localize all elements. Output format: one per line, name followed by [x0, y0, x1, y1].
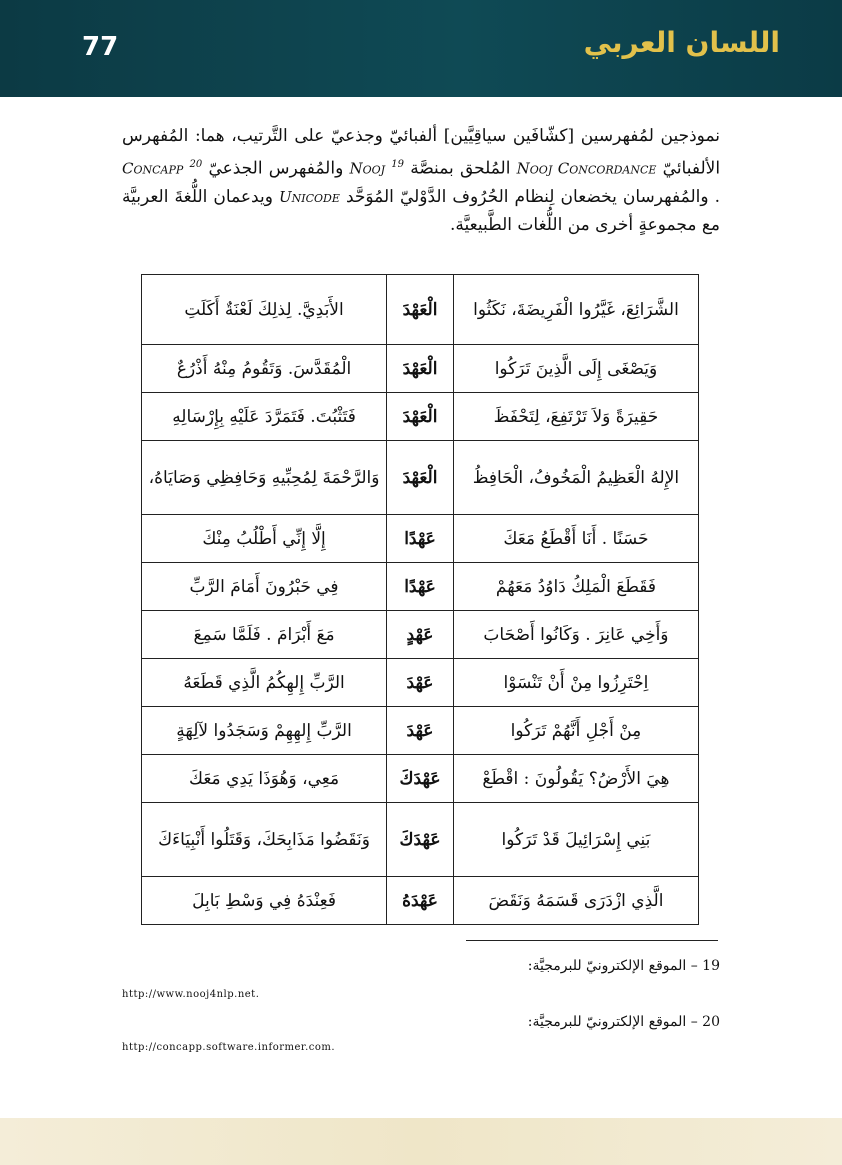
table-row	[142, 877, 699, 925]
right-context-cell: حَسَنًا . أَنَا أَقْطَعُ مَعَكَ	[453, 515, 698, 563]
right-context-cell: الشَّرَائِعَ، غَيَّرُوا الْفَرِيضَةَ، نَكَثُوا	[453, 275, 698, 345]
table-row	[142, 659, 699, 707]
unicode-term: Unicode	[278, 187, 340, 206]
keyword-cell: عَهْدَكَ	[387, 755, 454, 803]
para-line2a: المُفهرس الألفبائيّ	[122, 126, 721, 179]
table-row	[142, 515, 699, 563]
page-header	[0, 0, 842, 97]
table-row	[142, 275, 699, 345]
right-context-cell: فَقَطَعَ الْمَلِكُ دَاوُدُ مَعَهُمْ	[453, 563, 698, 611]
journal-logo: اللسان العربي	[583, 26, 780, 59]
keyword-cell: الْعَهْدَ	[387, 393, 454, 441]
page-number: 77	[82, 32, 119, 62]
para-line2b: المُلحق بمنصَّة	[410, 158, 511, 179]
left-context-cell: الرَّبِّ إِلهِهِمْ وَسَجَدُوا لآلِهَةٍ	[142, 707, 387, 755]
para-line2c: والمُفهرس	[268, 158, 344, 179]
concordance-table	[141, 274, 699, 925]
table-row	[142, 441, 699, 515]
keyword-cell: عَهْدًا	[387, 515, 454, 563]
para-line1: نموذجين لمُفهرسين [كشّافَين سياقِيَّين] ألفبائيّ وجذعيّ على التَّرتيب، هما:	[194, 126, 721, 146]
right-context-cell: بَنِي إِسْرَائِيلَ قَدْ تَرَكُوا	[453, 803, 698, 877]
footnote-19-url[interactable]: http://www.nooj4nlp.net.	[122, 989, 260, 1000]
keyword-cell: عَهْدَ	[387, 659, 454, 707]
footnote-19: 19 – الموقع الإلكترونيّ للبرمجيَّة:	[527, 958, 720, 974]
right-context-cell: وَيَصْغَى إِلَى الَّذِينَ تَرَكُوا	[453, 345, 698, 393]
footnote-divider	[466, 940, 718, 941]
left-context-cell: فِي حَبْرُونَ أَمَامَ الرَّبِّ	[142, 563, 387, 611]
keyword-cell: عَهْدًا	[387, 563, 454, 611]
left-context-cell: وَنَقَضُوا مَذَابِحَكَ، وَقَتَلُوا أَنْبِيَاءَكَ	[142, 803, 387, 877]
table-row	[142, 393, 699, 441]
para-line3a: الجذعيّ	[208, 158, 263, 179]
body-paragraph	[122, 122, 720, 240]
left-context-cell: فَتَثْبُتَ. فَتَمَرَّدَ عَلَيْهِ بِإِرْسَالِهِ	[142, 393, 387, 441]
nooj-concordance-term: Nooj Concordance	[516, 159, 657, 178]
table-row	[142, 803, 699, 877]
keyword-cell: الْعَهْدَ	[387, 441, 454, 515]
left-context-cell: فَعِنْدَهُ فِي وَسْطِ بَابِلَ	[142, 877, 387, 925]
nooj-term: Nooj	[349, 159, 386, 178]
left-context-cell: الرَّبِّ إِلهِكُمُ الَّذِي قَطَعَهُ	[142, 659, 387, 707]
keyword-cell: عَهْدَهُ	[387, 877, 454, 925]
left-context-cell: مَعَ أَبْرَامَ . فَلَمَّا سَمِعَ	[142, 611, 387, 659]
keyword-cell: عَهْدَكَ	[387, 803, 454, 877]
footnote-ref-20[interactable]: 20	[189, 158, 203, 170]
keyword-cell: الْعَهْدَ	[387, 345, 454, 393]
left-context-cell: وَالرَّحْمَةَ لِمُحِبِّيهِ وَحَافِظِي وَصَايَاهُ،	[142, 441, 387, 515]
right-context-cell: هِيَ الأَرْضُ؟ يَقُولُونَ : اقْطَعْ	[453, 755, 698, 803]
footnote-20: 20 – الموقع الإلكترونيّ للبرمجيَّة:	[527, 1014, 720, 1030]
para-line3b: . والمُفهرسان يخضعان لِنظام الحُرُوف الدَّوْليّ المُوَحَّد	[345, 186, 721, 207]
table-row	[142, 345, 699, 393]
left-context-cell: الأَبَدِيَّ. لِذلِكَ لَعْنَةٌ أَكَلَتِ	[142, 275, 387, 345]
right-context-cell: الَّذِي ازْدَرَى قَسَمَهُ وَنَقَضَ	[453, 877, 698, 925]
table-row	[142, 563, 699, 611]
table-row	[142, 611, 699, 659]
right-context-cell: حَقِيرَةً وَلاَ تَرْتَفِعَ، لِتَحْفَظَ	[453, 393, 698, 441]
footnote-20-url[interactable]: http://concapp.software.informer.com.	[122, 1042, 336, 1053]
footnote-ref-19[interactable]: 19	[391, 158, 404, 170]
left-context-cell: إِلَّا إِنِّي أَطْلُبُ مِنْكَ	[142, 515, 387, 563]
keyword-cell: عَهْدٍ	[387, 611, 454, 659]
left-context-cell: الْمُقَدَّسَ. وَتَقُومُ مِنْهُ أَذْرُعٌ	[142, 345, 387, 393]
para-line4a: ويدعمان اللُّغةَ العربيَّة مع مجموعةٍ أخرى من اللُّغات الطَّبيعيَّة.	[122, 186, 720, 236]
left-context-cell: مَعِي، وَهُوَذَا يَدِي مَعَكَ	[142, 755, 387, 803]
right-context-cell: مِنْ أَجْلِ أَنَّهُمْ تَرَكُوا	[453, 707, 698, 755]
table-row	[142, 755, 699, 803]
page-footer-band	[0, 1118, 842, 1165]
table-row	[142, 707, 699, 755]
right-context-cell: الإِلهُ الْعَظِيمُ الْمَخُوفُ، الْحَافِظُ	[453, 441, 698, 515]
keyword-cell: الْعَهْدَ	[387, 275, 454, 345]
keyword-cell: عَهْدَ	[387, 707, 454, 755]
concapp-term: Concapp	[122, 159, 184, 178]
right-context-cell: اِحْتَرِزُوا مِنْ أَنْ تَنْسَوْا	[453, 659, 698, 707]
right-context-cell: وَأَخِي عَانِرَ . وَكَانُوا أَصْحَابَ	[453, 611, 698, 659]
